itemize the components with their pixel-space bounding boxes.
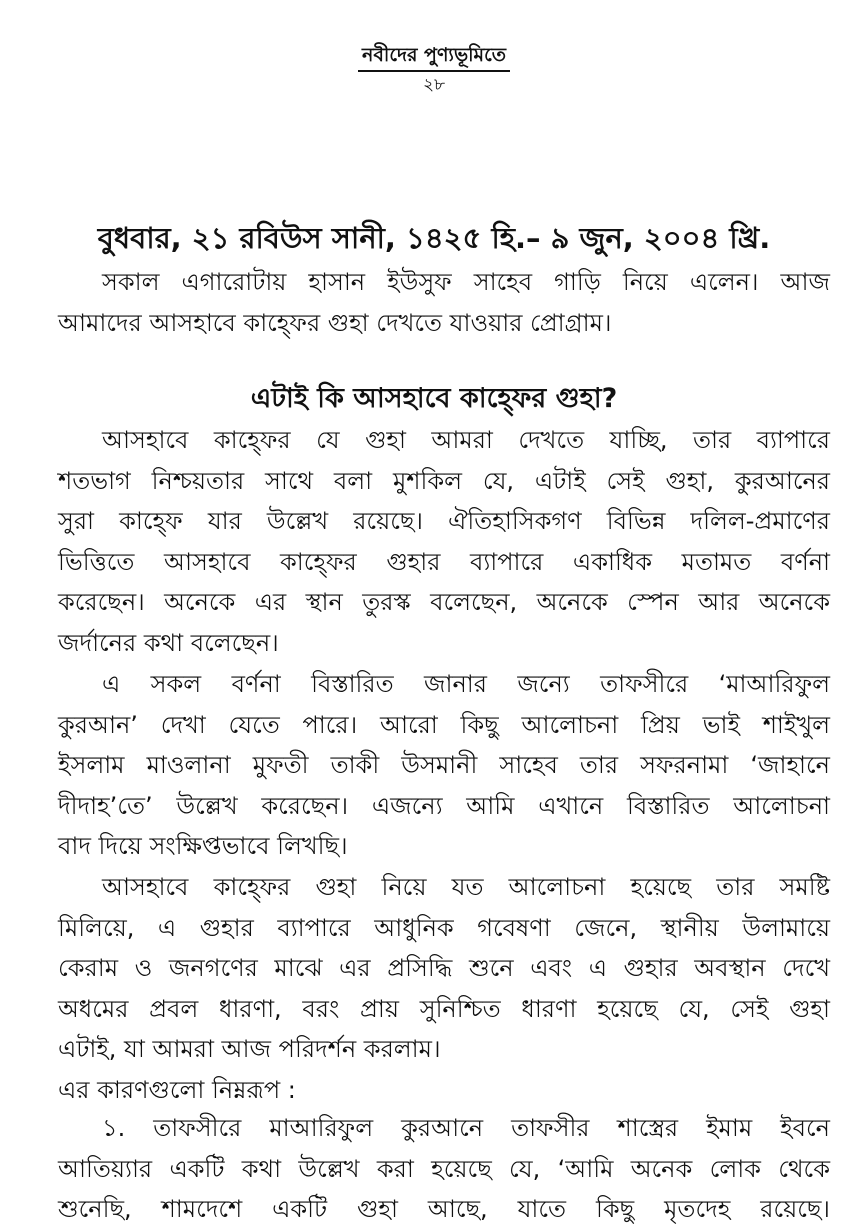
text-line: কেরাম ও জনগণের মাঝে এর প্রসিদ্ধি শুনে এবং এ গুহার অবস্থান দেখে	[58, 954, 830, 983]
text-line: কুরআন’ দেখা যেতে পারে। আরো কিছু আলোচনা প্রিয় ভাই শাইখুল	[58, 710, 830, 739]
text-line: সুরা কাহ্ফে যার উল্লেখ রয়েছে। ঐতিহাসিকগণ বিভিন্ন দলিল-প্রমাণের	[58, 507, 830, 536]
text-line: এটাই, যা আমরা আজ পরিদর্শন করলাম।	[58, 1035, 441, 1064]
intro-paragraph	[58, 262, 830, 343]
section-heading: এটাই কি আসহাবে কাহ্ফের গুহা?	[250, 383, 618, 414]
text-line: সকাল এগারোটায় হাসান ইউসুফ সাহেব গাড়ি নিয়ে এলেন। আজ	[102, 268, 830, 296]
paragraph-3	[58, 867, 830, 1070]
paragraph-1	[58, 420, 830, 664]
text-line: শতভাগ নিশ্চয়তার সাথে বলা মুশকিল যে, এটাই সেই গুহা, কুরআনের	[58, 466, 830, 495]
text-line: জর্দানের কথা বলেছেন।	[58, 628, 279, 657]
paragraph-5	[58, 1108, 830, 1230]
text-line: অধমের প্রবল ধারণা, বরং প্রায় সুনিশ্চিত ধারণা হয়েছে যে, সেই গুহা	[58, 994, 830, 1023]
running-title: নবীদের পুণ্যভূমিতে	[358, 42, 510, 72]
text-line: আতিয়্যার একটি কথা উল্লেখ করা হয়েছে যে, ‘আমি অনেক লোক থেকে	[58, 1154, 830, 1183]
text-line: করেছেন। অনেকে এর স্থান তুরস্ক বলেছেন, অনেকে স্পেন আর অনেকে	[58, 588, 830, 617]
text-line: বাদ দিয়ে সংক্ষিপ্তভাবে লিখছি।	[58, 832, 348, 861]
text-line: এর কারণগুলো নিম্নরূপ :	[58, 1076, 296, 1104]
text-line: মিলিয়ে, এ গুহার ব্যাপারে আধুনিক গবেষণা জেনে, স্থানীয় উলামায়ে	[58, 913, 830, 942]
page-number: ২৮	[422, 75, 446, 95]
text-line: এ সকল বর্ণনা বিস্তারিত জানার জন্যে তাফসীরে ‘মাআরিফুল	[102, 670, 830, 698]
text-line: শুনেছি, শামদেশে একটি গুহা আছে, যাতে কিছু মৃতদেহ রয়েছে।	[58, 1195, 830, 1224]
text-line: আসহাবে কাহ্ফের গুহা নিয়ে যত আলোচনা হয়েছে তার সমষ্টি	[102, 873, 830, 901]
text-line: ১. তাফসীরে মাআরিফুল কুরআনে তাফসীর শাস্ত্রের ইমাম ইবনে	[102, 1114, 830, 1142]
paragraph-2	[58, 664, 830, 867]
text-line: ইসলাম মাওলানা মুফতী তাকী উসমানী সাহেব তার সফরনামা ‘জাহানে	[58, 751, 830, 780]
text-line: ভিত্তিতে আসহাবে কাহ্ফের গুহার ব্যাপারে একাধিক মতামত বর্ণনা	[58, 547, 830, 576]
running-header	[0, 42, 868, 96]
date-heading: বুধবার, ২১ রবিউস সানী, ১৪২৫ হি.– ৯ জুন, ২০০৪ খ্রি.	[97, 221, 771, 255]
text-line: আসহাবে কাহ্ফের যে গুহা আমরা দেখতে যাচ্ছি, তার ব্যাপারে	[102, 426, 830, 454]
text-line: দীদাহ’তে’ উল্লেখ করেছেন। এজন্যে আমি এখানে বিস্তারিত আলোচনা	[58, 791, 830, 820]
paragraph-4	[58, 1070, 830, 1111]
text-line: আমাদের আসহাবে কাহ্ফের গুহা দেখতে যাওয়ার প্রোগ্রাম।	[58, 308, 612, 337]
